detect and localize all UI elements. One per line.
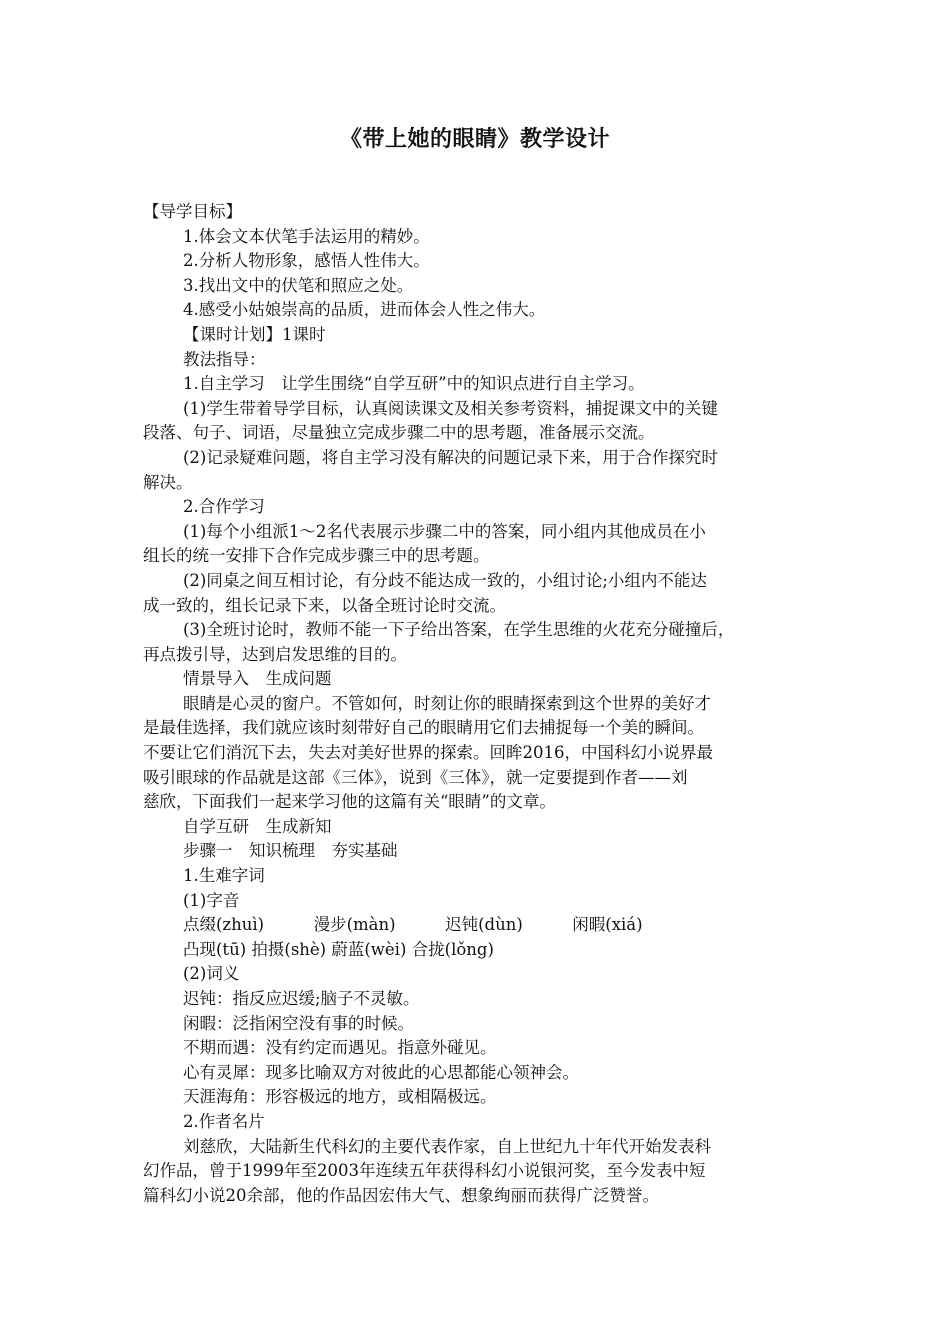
text-line: 2.合作学习 — [183, 497, 265, 517]
text-line: 慈欣，下面我们一起来学习他的这篇有关“眼睛”的文章。 — [143, 792, 556, 812]
text-line: 【课时计划】1课时 — [183, 324, 326, 344]
text-line: 不要让它们消沉下去，失去对美好世界的探索。回眸2016，中国科幻小说界最 — [143, 743, 713, 763]
document-title: 《带上她的眼睛》教学设计 — [339, 126, 610, 152]
text-line: 幻作品，曾于1999年至2003年连续五年获得科幻小说银河奖，至今发表中短 — [143, 1161, 706, 1181]
text-line: 2.分析人物形象，感悟人性伟大。 — [183, 251, 430, 271]
text-line: 步骤一 知识梳理 夯实基础 — [183, 841, 398, 861]
text-line: 段落、句子、词语，尽量独立完成步骤二中的思考题，准备展示交流。 — [143, 423, 655, 443]
text-line: 眼睛是心灵的窗户。不管如何，时刻让你的眼睛探索到这个世界的美好才 — [183, 693, 711, 713]
text-line: (1)字音 — [183, 890, 240, 910]
text-line: 成一致的，组长记录下来，以备全班讨论时交流。 — [143, 595, 506, 615]
text-line: 3.找出文中的伏笔和照应之处。 — [183, 275, 414, 295]
text-line: 闲暇：泛指闲空没有事的时候。 — [183, 1013, 414, 1033]
text-line: 凸现(tū) 拍摄(shè) 蔚蓝(wèi) 合拢(lǒng) — [183, 939, 494, 959]
text-line: 解决。 — [143, 472, 193, 492]
text-line: 心有灵犀：现多比喻双方对彼此的心思都能心领神会。 — [183, 1062, 579, 1082]
text-line: 情景导入 生成问题 — [183, 669, 332, 689]
text-line: 2.作者名片 — [183, 1111, 265, 1131]
text-line: 是最佳选择，我们就应该时刻带好自己的眼睛用它们去捕捉每一个美的瞬间。 — [143, 718, 704, 738]
text-line: 1.自主学习 让学生围绕“自学互研”中的知识点进行自主学习。 — [183, 374, 645, 394]
text-line: (2)同桌之间互相讨论，有分歧不能达成一致的，小组讨论;小组内不能达 — [183, 570, 707, 590]
text-line: 迟钝：指反应迟缓;脑子不灵敏。 — [183, 989, 420, 1008]
text-line: 1.体会文本伏笔手法运用的精妙。 — [183, 226, 430, 246]
document-body — [143, 200, 815, 1208]
text-line: (2)记录疑难问题，将自主学习没有解决的问题记录下来，用于合作探究时 — [183, 447, 718, 467]
text-line: 再点拨引导，达到启发思维的目的。 — [143, 644, 407, 664]
text-line: 4.感受小姑娘崇高的品质，进而体会人性之伟大。 — [183, 300, 546, 320]
text-line: 不期而遇：没有约定而遇见。指意外碰见。 — [183, 1038, 497, 1058]
text-line: (1)每个小组派1～2名代表展示步骤二中的答案，同小组内其他成员在小 — [183, 521, 706, 541]
text-line: 自学互研 生成新知 — [183, 816, 332, 836]
text-line: 吸引眼球的作品就是这部《三体》，说到《三体》，就一定要提到作者——刘 — [143, 767, 688, 787]
text-line: (2)词义 — [183, 964, 240, 984]
text-line: 点缀(zhuì) 漫步(màn) 迟钝(dùn) 闲暇(xiá) — [183, 915, 643, 935]
text-line: 篇科幻小说20余部，他的作品因宏伟大气、想象绚丽而获得广泛赞誉。 — [143, 1185, 659, 1205]
text-line: 天涯海角：形容极远的地方，或相隔极远。 — [183, 1087, 497, 1107]
text-line: 教法指导： — [183, 349, 266, 369]
text-line: 刘慈欣，大陆新生代科幻的主要代表作家，自上世纪九十年代开始发表科 — [183, 1136, 711, 1156]
text-line: (3)全班讨论时，教师不能一下子给出答案，在学生思维的火花充分碰撞后， — [183, 620, 735, 640]
text-line: 组长的统一安排下合作完成步骤三中的思考题。 — [143, 546, 490, 566]
text-line: (1)学生带着导学目标，认真阅读课文及相关参考资料，捕捉课文中的关键 — [183, 398, 718, 418]
text-line: 1.生难字词 — [183, 866, 265, 886]
text-line: 【导学目标】 — [143, 202, 242, 221]
